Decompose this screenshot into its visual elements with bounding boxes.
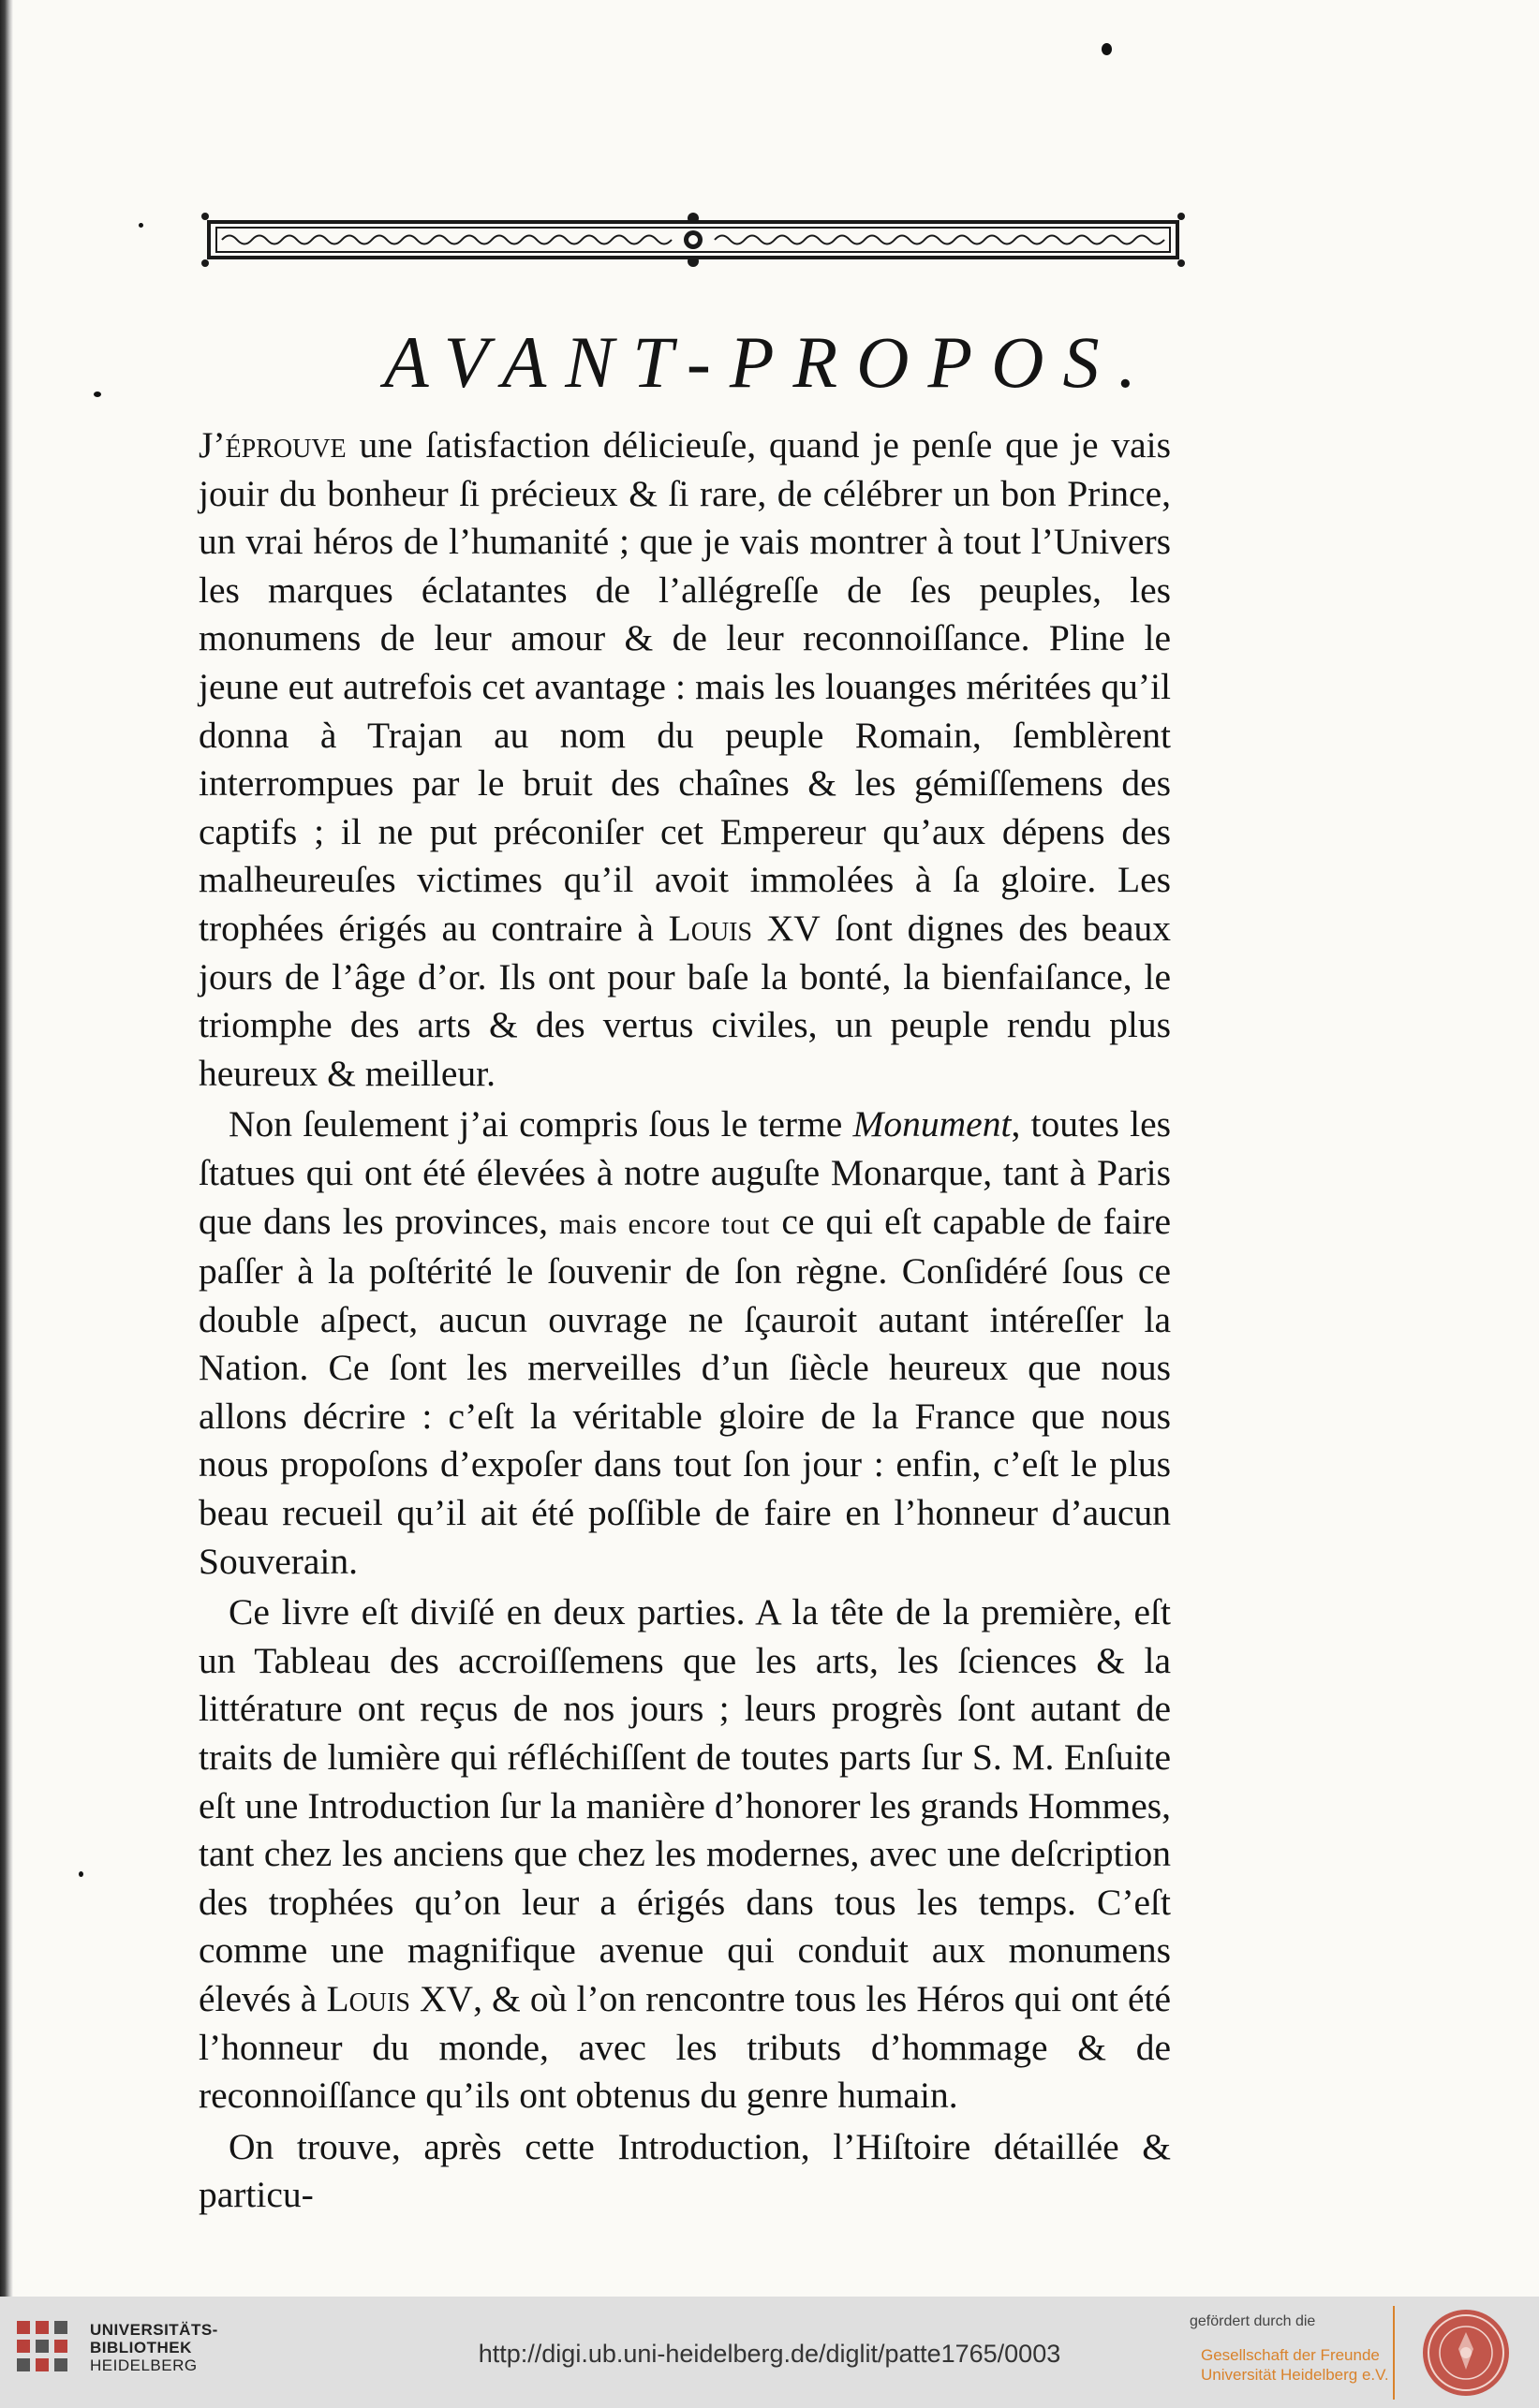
paragraph-2	[199, 1101, 1171, 1586]
ink-speck	[139, 223, 143, 228]
paragraph-1-text: une ſatisfaction délicieuſe, quand je penſe que je vais jouir du bonheur ſi précieux & ſi rare, de célébrer un bon Prince, un vrai héros de l’humanité ; que je vais montrer à tout l’Univers les marques éclatantes de l’allégreſſe de ſes peuples, les monumens de leur amour & de leur reconnoiſſance. Pline le jeune eut autrefois cet avantage : mais les louanges méritées qu’il donna à Trajan au nom du peuple Romain, ſemblèrent interrompues par le bruit des chaînes & les gémiſſemens des captifs ; il ne put préconiſer cet Empereur qu’aux dépens des malheureuſes victimes qu’il avoit immolées à ſa gloire. Les trophées érigés au contraire à	[199, 424, 1171, 949]
paragraph-2-italic: Monument	[852, 1103, 1012, 1145]
king-name: Louis XV	[668, 907, 821, 949]
footer-divider	[1393, 2306, 1395, 2400]
paragraph-2-small: mais encore tout	[559, 1206, 771, 1240]
lead-word: J’éprouve	[199, 424, 347, 465]
university-seal-icon[interactable]	[1421, 2308, 1511, 2398]
society-line-1: Gesellschaft der Freunde	[1201, 2346, 1380, 2364]
body-text	[199, 421, 1171, 2220]
society-name[interactable]	[1201, 2345, 1389, 2385]
viewer-footer	[0, 2297, 1539, 2408]
funded-by-label: gefördert durch die	[1190, 2313, 1316, 2329]
library-line-3: HEIDELBERG	[90, 2356, 198, 2374]
library-line-2: BIBLIOTHEK	[90, 2339, 192, 2356]
paragraph-4	[199, 2123, 1171, 2220]
paragraph-1	[199, 421, 1171, 1098]
paragraph-2-part3: ce qui eſt capable de faire paſſer à la poſtérité le ſouvenir de ſon règne. Conſidéré ſous ce double aſpect, aucun ouvrage ne ſçauroit autant intéreſſer la Nation. Ce ſont les merveilles d’un ſiècle heureux que nous allons décrire : c’eſt la véritable gloire de la France que nous nous propoſons d’expoſer dans tout ſon jour : enfin, c’eſt le plus beau recueil qu’il ait été poſſible de faire en l’honneur d’aucun Souverain.	[199, 1200, 1171, 1582]
ink-speck	[1102, 43, 1112, 55]
paragraph-4-text: On trouve, après cette Introduction, l’Hiſtoire détaillée & particu-	[199, 2125, 1171, 2216]
paragraph-3-part2: , & où l’on rencontre tous les Héros qui ont été l’honneur du monde, avec les tributs d’hommage & de reconnoiſſance qu’ils ont obtenus du genre humain.	[199, 1978, 1171, 2117]
paragraph-2-part1: Non ſeulement j’ai compris ſous le terme	[229, 1103, 853, 1145]
paragraph-1-end: ſont dignes des beaux jours de l’âge d’or. Ils ont pour baſe la bonté, la bienfaiſance, le triomphe des arts & des vertus civiles, un peuple rendu plus heureux & meilleur.	[199, 907, 1171, 1094]
king-name: Louis XV	[326, 1978, 474, 2019]
page-title: AVANT-PROPOS.	[384, 321, 1155, 403]
paragraph-2-part2: , toutes les ſtatues qui ont été élevées à notre auguſte Monarque, tant à Paris que dans les provinces,	[199, 1103, 1171, 1242]
society-line-2: Universität Heidelberg e.V.	[1201, 2366, 1389, 2384]
permalink-url[interactable]: http://digi.ub.uni-heidelberg.de/diglit/patte1765/0003	[478, 2340, 1061, 2368]
paragraph-3	[199, 1588, 1171, 2120]
library-line-1: UNIVERSITÄTS-	[90, 2321, 218, 2339]
paragraph-3-part1: Ce livre eſt diviſé en deux parties. A la tête de la première, eſt un Tableau des accroiſſemens que les arts, les ſciences & la littérature ont reçus de nos jours ; leurs progrès ſont autant de traits de lumière qui réfléchiſſent de toutes parts ſur S. M. Enſuite eſt une Introduction ſur la manière d’honorer les grands Hommes, tant chez les anciens que chez les modernes, avec une deſcription des trophées qu’on leur a érigés dans tous les temps. C’eſt comme une magnifique avenue qui conduit aux monumens élevés à	[199, 1591, 1171, 2019]
decorative-headband-icon	[201, 209, 1185, 269]
ink-speck	[79, 1871, 83, 1877]
